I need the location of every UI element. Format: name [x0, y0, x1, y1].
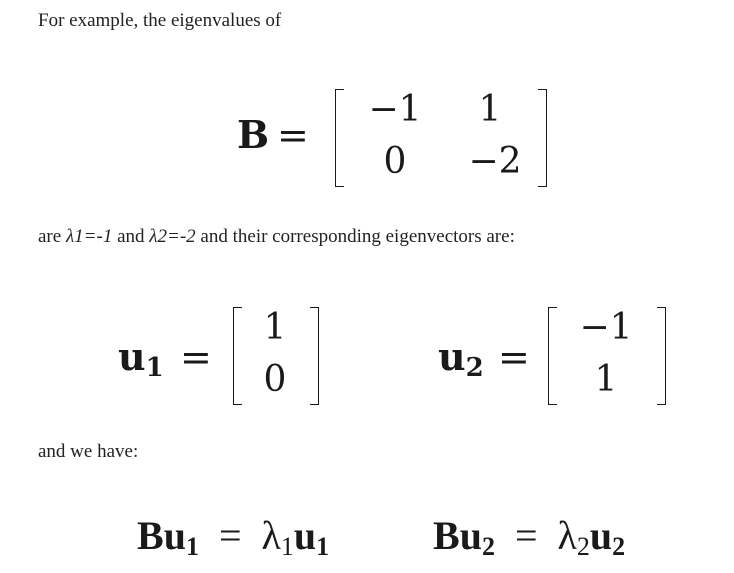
eq1-matrix-b: B	[137, 513, 164, 558]
eq2-lhs-u: $u_2$	[459, 513, 495, 561]
vector-u1-entry-1: 1	[263, 307, 287, 348]
vector-u2-entry-2: 1	[594, 359, 618, 400]
matrix-cell-r2c2: −2	[468, 141, 522, 182]
matrix-cell-r1c1: −1	[368, 89, 422, 130]
eq1-equals: =	[218, 513, 242, 558]
vector-u1-symbol: $u_1$	[118, 334, 164, 383]
left-bracket	[233, 307, 242, 405]
sentence-post: and their corresponding eigenvectors are:	[195, 226, 515, 247]
vector-u1-entry-2: 0	[263, 359, 287, 400]
sentence-mid: and	[112, 226, 150, 247]
right-bracket	[310, 307, 319, 405]
lambda1-value: λ1=-1	[65, 226, 113, 247]
intro-text: For example, the eigenvalues of	[38, 10, 282, 31]
matrix-cell-r2c1: 0	[383, 141, 407, 182]
equals-sign: =	[498, 335, 530, 379]
eq1-lhs-u: $u_1$	[163, 513, 199, 561]
right-bracket	[538, 89, 547, 187]
equals-sign: =	[277, 113, 309, 157]
matrix-b-symbol: B	[237, 112, 270, 157]
eigen-equation-1	[137, 513, 330, 561]
matrix-cell-r1c2: 1	[478, 89, 502, 130]
sentence-pre: are	[38, 226, 66, 247]
vector-u2-entry-1: −1	[579, 307, 633, 348]
eq1-lambda: $\lambda_1$	[261, 513, 294, 561]
we-have-text: and we have:	[38, 441, 139, 462]
right-bracket	[657, 307, 666, 405]
eq2-rhs-u: $u_2$	[589, 513, 626, 561]
eq2-equals: =	[514, 513, 538, 558]
equals-sign: =	[180, 335, 212, 379]
vector-u2-symbol: $u_2$	[438, 334, 484, 383]
eigenvalue-sentence	[38, 226, 515, 248]
left-bracket	[548, 307, 557, 405]
lambda2-value: λ2=-2	[149, 226, 196, 247]
eigen-equation-2	[433, 513, 626, 561]
eq1-rhs-u: $u_1$	[293, 513, 330, 561]
left-bracket	[335, 89, 344, 187]
eq2-matrix-b: B	[433, 513, 460, 558]
eq2-lambda: $\lambda_2$	[557, 513, 590, 561]
